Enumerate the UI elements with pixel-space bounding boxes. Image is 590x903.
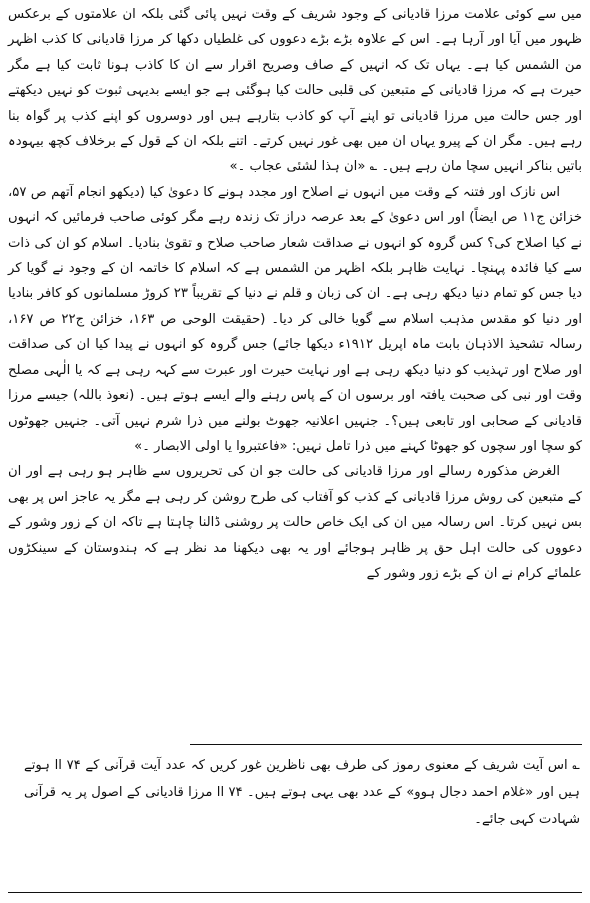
main-text-block <box>8 2 582 586</box>
paragraph-3: الغرض مذکورہ رسالے اور مرزا قادیانی کی حالت جو ان کی تحریروں سے ظاہر ہو رہی ہے اور ان کے متبعین کی روش مرزا قادیانی کے کذب کو آفتاب کی طرح روشن کر رہی ہے مگر یہ عاجز اس پر بھی بس نہیں کرتا۔ اس رسالہ میں ان کی ایک خاص حالت پر روشنی ڈالنا چاہتا ہے تاکہ ان کے زور وشور کے دعووں کی حالت اہل حق پر ظاہر ہوجائے اور یہ بھی دیکھنا مد نظر ہے کہ ہندوستان کے سینکڑوں علمائے کرام نے ان کے بڑے زور وشور کے <box>8 464 582 581</box>
footnote-text: ؎ اس آیت شریف کے معنوی رموز کی طرف بھی ناظرین غور کریں کہ عدد آیت قرآنی کے ۷۴ اا ہوتے ہیں اور «غلام احمد دجال ہوو» کے عدد بھی یہی ہوتے ہیں۔ ۷۴ اا مرزا قادیانی کے اصول پر یہ قرآنی شہادت کہی جائے۔ <box>24 758 581 827</box>
paragraph-2: اس نازک اور فتنہ کے وقت میں انہوں نے اصلاح اور مجدد ہونے کا دعویٰ کیا (دیکھو انجام آتھم ص ۵۷، خزائن ج۱۱ ص ایضاً) اور اس دعویٰ کے بعد عرصہ دراز تک زندہ رہے مگر کوئی صاحب فرمائیں کہ انہوں نے کیا اصلاح کی؟ کس گروہ کو انہوں نے صداقت شعار صاحب صلاح و تقویٰ بنادیا۔ اسلام کو ان کی ذات سے کیا فائدہ پہنچا۔ نہایت ظاہر بلکہ اظہر من الشمس ہے کہ اسلام کا خاتمہ ان کے وجود نے گویا کر دیا جس کو تمام دنیا دیکھ رہی ہے۔ ان کی زبان و قلم نے دنیا کے تقریباً ۲۳ کروڑ مسلمانوں کو کافر بنادیا اور دنیا کو مقدس مذہب اسلام سے گویا خالی کر دیا۔ (حقیقت الوحی ص ۱۶۳، خزائن ج۲۲ ص ۱۶۷، رسالہ تشحیذ الاذہان بابت ماہ اپریل ۱۹۱۲ء دیکھا جائے) جس گروہ کو انہوں نے پیدا کیا ان کی صداقت اور صلاح اور تہذیب کو دنیا دیکھ رہی ہے اور نہایت حیرت اور عبرت سے کہہ رہی ہے کہ یا الٰہی مصلح وقت اور نبی کی صحبت یافتہ اور برسوں ان کے پاس رہنے والے ایسے ہوتے ہیں۔ (نعوذ باللہ) جیسے مرزا قادیانی کے صحابی اور تابعی ہیں؟۔ جنہیں اعلانیہ جھوٹ بولنے میں ذرا شرم نہیں آتی۔ جنہیں جھوٹوں کو سچا اور سچوں کو جھوٹا کہنے میں ذرا تامل نہیں: «فاعتبروا یا اولی الابصار ۔» <box>8 184 582 454</box>
footnote-separator <box>190 744 582 745</box>
footnote <box>24 752 580 833</box>
paragraph-1: میں سے کوئی علامت مرزا قادیانی کے وجود شریف کے وقت نہیں پائی گئی بلکہ ان علامتوں کے برعکس ظہور میں آیا اور آرہا ہے۔ اس کے علاوہ بڑے بڑے دعووں کی غلطیاں دکھا کر مرزا قادیانی کا کذب اظہر من الشمس کیا ہے۔ یہاں تک کہ انہیں کے صاف وصریح اقرار سے ان کا کاذب ہونا ثابت کیا ہے مگر حیرت ہے کہ مرزا قادیانی کے متبعین کی قلبی حالت کیا ہوگئی ہے جو ایسے بدیہی ثبوت کو نہیں دیکھتے اور جس حالت میں مرزا قادیانی تو اپنے آپ کو کاذب بتارہے ہیں اور دوسروں کو اپنے کذب پر گواہ بنا رہے ہیں۔ مگر ان کے پیرو یہاں ان میں بھی غور نہیں کرتے۔ اتنے بلکہ ان کے قول کے برخلاف کچھ بیہودہ باتیں بناکر انہیں سچا مان رہے ہیں۔ ؎ «ان ہذا لشئی عجاب ۔» <box>8 7 582 175</box>
page-bottom-rule <box>8 892 582 893</box>
